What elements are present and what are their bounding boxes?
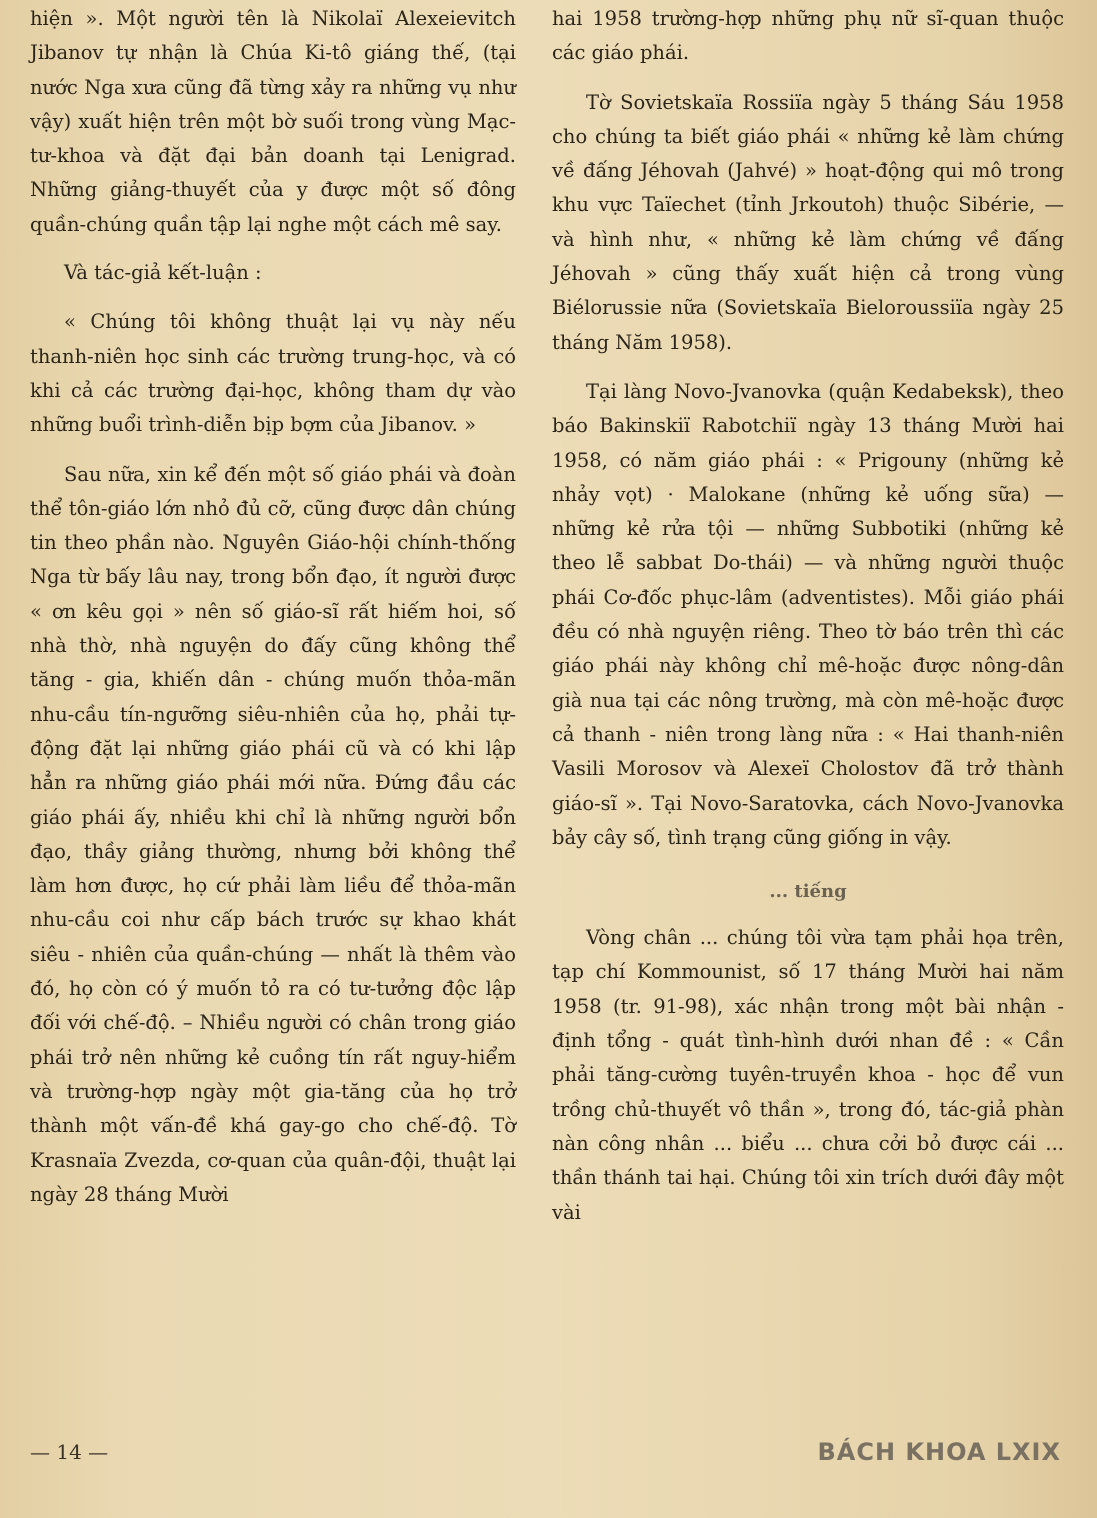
paragraph: Và tác-giả kết-luận :	[64, 261, 262, 285]
paragraph: hiện ». Một người tên là Nikolaï Alexeievitch Jibanov tự nhận là Chúa Ki-tô giáng thế, (tại nước Nga xưa cũng đã từng xảy ra những vụ như vậy) xuất hiện trên một bờ suối trong vùng Mạc-tư-khoa và đặt đại bản doanh tại Lenigrad. Những giảng-thuyết của y được một số đông quần-chúng quần tập lại nghe một cách mê say.	[30, 7, 516, 236]
page-number: — 14 —	[30, 1440, 109, 1464]
paragraph: Vòng chân ... chúng tôi vừa tạm phải họa trên, tạp chí Kommounist, số 17 tháng Mười hai năm 1958 (tr. 91-98), xác nhận trong một bài nhận - định tổng - quát tình-hình dưới nhan đề : « Cần phải tăng-cường tuyên-truyền khoa - học để vun trồng chủ-thuyết vô thần », trong đó, tác-giả phàn nàn công nhân ... biểu ... chưa cởi bỏ được cái ... thần thánh tai hại. Chúng tôi xin trích dưới đây một vài	[552, 926, 1064, 1224]
left-column	[30, 2, 516, 1227]
paragraph: Tờ Sovietskaïa Rossiïa ngày 5 tháng Sáu 1958 cho chúng ta biết giáo phái « những kẻ làm chứng về đấng Jéhovah (Jahvé) » hoạt-động qui mô trong khu vực Taïechet (tỉnh Jrkoutoh) thuộc Sibérie, — và hình như, « những kẻ làm chứng về đấng Jéhovah » cũng thấy xuất hiện cả trong vùng Biélorussie nữa (Sovietskaïa Bieloroussiïa ngày 25 tháng Năm 1958).	[552, 90, 1064, 354]
paragraph: hai 1958 trường-hợp những phụ nữ sĩ-quan thuộc các giáo phái.	[552, 7, 1064, 65]
paragraph: Sau nữa, xin kể đến một số giáo phái và đoàn thể tôn-giáo lớn nhỏ đủ cỡ, cũng được dân chúng tin theo phần nào. Nguyên Giáo-hội chính-thống Nga từ bấy lâu nay, trong bổn đạo, ít người được « ơn kêu gọi » nên số giáo-sĩ rất hiếm hoi, số nhà thờ, nhà nguyện do đấy cũng không thể tăng - gia, khiến dân - chúng muốn thỏa-mãn nhu-cầu tín-ngưỡng siêu-nhiên của họ, phải tự-động đặt lại những giáo phái cũ và có khi lập hẳn ra những giáo phái mới nữa. Đứng đầu các giáo phái ấy, nhiều khi chỉ là những người bổn đạo, thầy giảng thường, nhưng bởi không thể làm hơn được, họ cứ phải làm liều để thỏa-mãn nhu-cầu coi như cấp bách trước sự khao khát siêu - nhiên của quần-chúng — nhất là thêm vào đó, họ còn có ý muốn tỏ ra có tư-tưởng độc lập đối với chế-độ. – Nhiều người có chân trong giáo phái trở nên những kẻ cuồng tín rất nguy-hiểm và trường-hợp ngày một gia-tăng của họ trở thành một vấn-đề khá gay-go cho chế-độ. Tờ Krasnaïa Zvezda, cơ-quan của quân-đội, thuật lại ngày 28 tháng Mười	[30, 462, 516, 1206]
quote-paragraph: « Chúng tôi không thuật lại vụ này nếu thanh-niên học sinh các trường trung-học, và có khi cả các trường đại-học, không tham dự vào những buổi trình-diễn bịp bợm của Jibanov. »	[30, 310, 516, 437]
section-heading: ... tiếng	[769, 881, 847, 903]
paragraph: Tại làng Novo-Jvanovka (quận Kedabeksk), theo báo Bakinskiï Rabotchiï ngày 13 tháng Mười hai 1958, có năm giáo phái : « Prigouny (những kẻ nhảy vọt) · Malokane (những kẻ uống sữa) — những kẻ rửa tội — những Subbotiki (những kẻ theo lễ sabbat Do-thái) — và những người thuộc phái Cơ-đốc phục-lâm (adventistes). Mỗi giáo phái đều có nhà nguyện riêng. Theo tờ báo trên thì các giáo phái này không chỉ mê-hoặc được nông-dân già nua tại các nông trường, mà còn mê-hoặc được cả thanh - niên trong làng nữa : « Hai thanh-niên Vasili Morosov và Alexeï Cholostov đã trở thành giáo-sĩ ». Tại Novo-Saratovka, cách Novo-Jvanovka bảy cây số, tình trạng cũng giống in vậy.	[552, 379, 1064, 849]
right-column	[552, 2, 1064, 1245]
journal-title: BÁCH KHOA LXIX	[817, 1438, 1061, 1466]
